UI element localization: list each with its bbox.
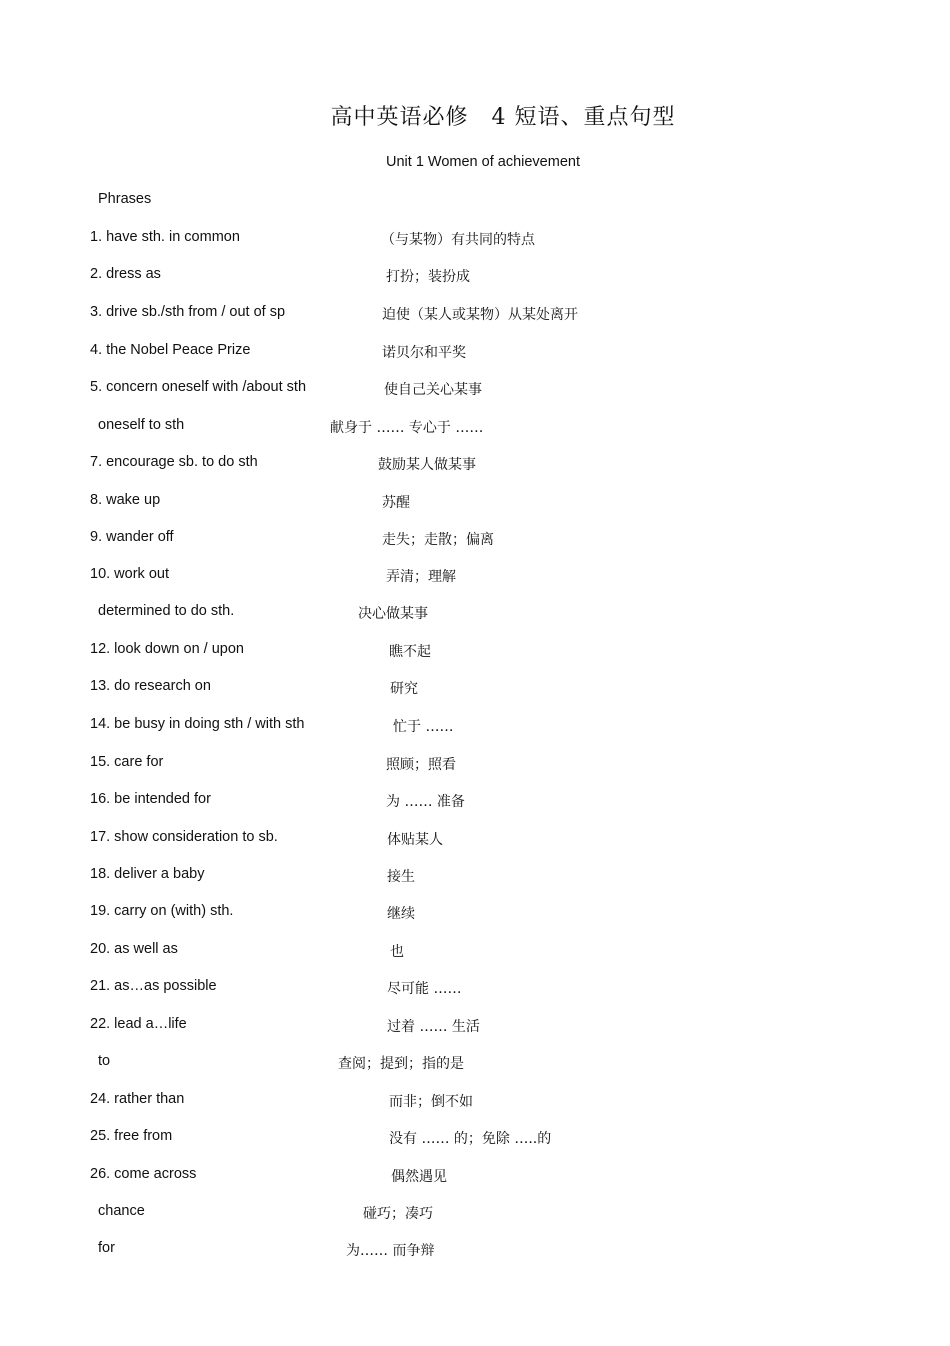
phrase-chinese: 为…… 而争辩: [346, 1243, 435, 1259]
phrase-english: 19. carry on (with) sth.: [90, 903, 234, 919]
phrase-english: 25. free from: [90, 1128, 173, 1144]
phrase-chinese: 偶然遇见: [391, 1169, 447, 1185]
phrase-row: [0, 454, 950, 478]
phrase-english: 21. as…as possible: [90, 978, 217, 994]
phrase-english: 1. have sth. in common: [90, 229, 240, 245]
unit-heading: Unit 1 Women of achievement: [386, 154, 580, 170]
phrase-row: [0, 1166, 950, 1190]
phrase-chinese: 诺贝尔和平奖: [382, 345, 466, 361]
phrase-row: [0, 603, 950, 627]
phrase-row: [0, 678, 950, 702]
phrase-english: 20. as well as: [90, 941, 178, 957]
phrase-english: 26. come across: [90, 1166, 197, 1182]
phrase-row: [0, 229, 950, 253]
phrase-row: [0, 566, 950, 590]
phrase-row: [0, 304, 950, 328]
phrase-english: 12. look down on / upon: [90, 641, 244, 657]
phrase-english: 18. deliver a baby: [90, 866, 205, 882]
phrase-row: [0, 903, 950, 927]
phrase-chinese: 过着 …… 生活: [387, 1019, 480, 1035]
phrase-chinese: 献身于 …… 专心于 ……: [330, 420, 484, 436]
phrase-english: oneself to sth: [98, 417, 185, 433]
phrase-chinese: 鼓励某人做某事: [378, 457, 476, 473]
phrase-row: [0, 754, 950, 778]
phrase-row: [0, 791, 950, 815]
phrase-chinese: 也: [390, 944, 404, 960]
phrase-english: to: [98, 1053, 111, 1069]
phrase-chinese: 瞧不起: [389, 644, 431, 660]
phrase-row: [0, 1091, 950, 1115]
phrase-row: [0, 379, 950, 403]
phrase-english: 8. wake up: [90, 492, 161, 508]
phrase-chinese: 体贴某人: [387, 832, 443, 848]
phrase-english: 7. encourage sb. to do sth: [90, 454, 258, 470]
document-title: 高中英语必修 4 短语、重点句型: [330, 105, 676, 130]
phrase-row: [0, 417, 950, 441]
phrase-english: 13. do research on: [90, 678, 211, 694]
phrase-chinese: 照顾；照看: [386, 757, 456, 773]
phrase-row: [0, 716, 950, 740]
phrase-row: [0, 829, 950, 853]
phrase-row: [0, 941, 950, 965]
phrase-chinese: 打扮；装扮成: [386, 269, 470, 285]
phrase-row: [0, 978, 950, 1002]
phrase-english: 22. lead a…life: [90, 1016, 187, 1032]
phrase-english: 9. wander off: [90, 529, 174, 545]
phrase-english: 14. be busy in doing sth / with sth: [90, 716, 305, 732]
phrase-chinese: 迫使（某人或某物）从某处离开: [382, 307, 578, 323]
phrase-row: [0, 1053, 950, 1077]
phrase-chinese: 研究: [390, 681, 418, 697]
phrase-chinese: 为 …… 准备: [386, 794, 465, 810]
phrase-english: determined to do sth.: [98, 603, 235, 619]
phrase-row: [0, 266, 950, 290]
phrase-row: [0, 492, 950, 516]
phrase-row: [0, 1016, 950, 1040]
phrase-english: 10. work out: [90, 566, 169, 582]
phrase-english: 15. care for: [90, 754, 164, 770]
phrase-english: 24. rather than: [90, 1091, 185, 1107]
phrase-english: 16. be intended for: [90, 791, 211, 807]
phrase-row: [0, 641, 950, 665]
phrase-english: 3. drive sb./sth from / out of sp: [90, 304, 286, 320]
phrase-chinese: 查阅；提到；指的是: [338, 1056, 464, 1072]
phrase-chinese: 继续: [387, 906, 415, 922]
phrase-chinese: 苏醒: [382, 495, 410, 511]
phrase-chinese: 而非；倒不如: [389, 1094, 473, 1110]
section-heading: Phrases: [98, 191, 152, 207]
phrase-english: 5. concern oneself with /about sth: [90, 379, 307, 395]
phrase-chinese: 弄清；理解: [386, 569, 456, 585]
phrase-chinese: 接生: [387, 869, 415, 885]
phrase-chinese: 没有 …… 的；免除 …..的: [389, 1131, 552, 1147]
phrase-english: for: [98, 1240, 115, 1256]
phrase-english: 2. dress as: [90, 266, 161, 282]
phrase-chinese: 走失；走散；偏离: [382, 532, 494, 548]
phrase-english: 4. the Nobel Peace Prize: [90, 342, 251, 358]
phrase-english: chance: [98, 1203, 145, 1219]
phrase-chinese: 尽可能 ……: [387, 981, 462, 997]
phrase-row: [0, 1203, 950, 1227]
phrase-row: [0, 866, 950, 890]
phrase-chinese: 使自己关心某事: [384, 382, 482, 398]
phrase-row: [0, 1128, 950, 1152]
phrase-row: [0, 342, 950, 366]
phrase-chinese: 决心做某事: [358, 606, 428, 622]
phrase-chinese: （与某物）有共同的特点: [381, 232, 535, 248]
phrase-chinese: 忙于 ……: [393, 719, 454, 735]
phrase-row: [0, 529, 950, 553]
phrase-english: 17. show consideration to sb.: [90, 829, 278, 845]
phrase-chinese: 碰巧；凑巧: [363, 1206, 433, 1222]
phrase-row: [0, 1240, 950, 1264]
